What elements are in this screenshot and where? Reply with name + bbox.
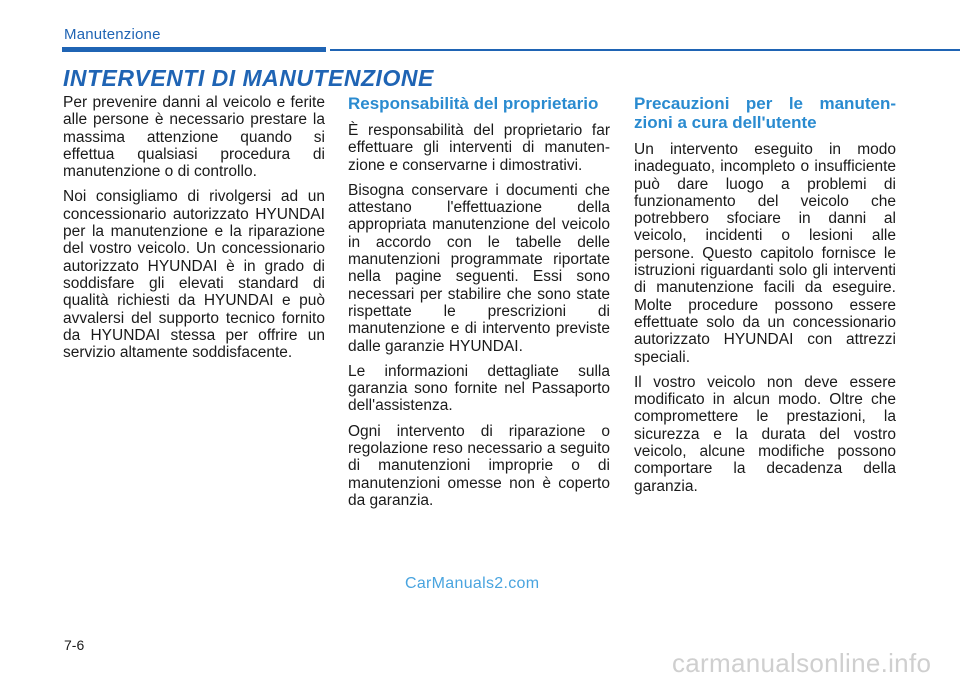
header-rule-thick (62, 47, 326, 52)
paragraph: Le informazioni dettagliate sulla garanzia sono fornite nel Passaporto dell'assistenza. (348, 362, 610, 415)
chapter-title: INTERVENTI DI MANUTENZIONE (63, 65, 434, 91)
paragraph: Bisogna conservare i documenti che attestano l'effettuazione della appropriata manutenzione del veicolo in accordo con le tabelle delle manutenzioni programmate riportate nella pagine seguenti. Essi sono necessari per stabilire che sono state rispettate le prescrizioni di manutenzione e di intervento previste dalle garanzie HYUNDAI. (348, 181, 610, 355)
column-intro (63, 94, 325, 369)
paragraph: Ogni intervento di riparazione o regolazione reso necessario a seguito di manutenzioni improprie o di manutenzioni omesse non è coperto da garanzia. (348, 422, 610, 509)
paragraph: Un intervento eseguito in modo inadeguato, incompleto o insufficiente può dare luogo a problemi di funzionamento del veicolo che potrebbero sfociare in danni al veicolo, incidenti o lesioni alle persone. Questo capitolo fornisce le istruzioni riguardanti solo gli interventi di manutenzione facili da eseguire. Molte procedure possono essere effettuate solo da un concessionario autorizzato HYUNDAI con attrezzi speciali. (634, 141, 896, 366)
header-rule-thin (330, 49, 960, 51)
footer-site-watermark: carmanualsonline.info (672, 648, 932, 678)
section-heading: Responsabilità del proprietario (348, 94, 599, 113)
column-owner-responsibility (348, 94, 610, 517)
paragraph: È responsabilità del proprietario far effettuare gli interventi di manuten-zione e conservarne i dimostrativi. (348, 122, 610, 174)
section-label: Manutenzione (64, 26, 161, 43)
paragraph: Noi consigliamo di rivolgersi ad un concessionario autorizzato HYUNDAI per la manutenzione e la riparazione del vostro veicolo. Un concessionario autorizzato HYUNDAI è in grado di soddisfare gli elevati standard di qualità richiesti da HYUNDAI e può avvalersi del supporto tecnico fornito da HYUNDAI stessa per offrire un servizio altamente soddisfacente. (63, 188, 325, 362)
section-heading: Precauzioni per le manuten-zioni a cura dell'utente (634, 94, 896, 132)
paragraph: Per prevenire danni al veicolo e ferite alle persone è necessario prestare la massima attenzione quando si effettua qualsiasi procedura di manutenzione o di controllo. (63, 94, 325, 181)
page-number: 7-6 (64, 637, 85, 653)
watermark-link[interactable]: CarManuals2.com (405, 575, 540, 592)
paragraph: Il vostro veicolo non deve essere modificato in alcun modo. Oltre che compromettere le prestazioni, la sicurezza e la durata del vostro veicolo, alcune modifiche possono comportare la decadenza della garanzia. (634, 373, 896, 495)
column-user-precautions (634, 94, 896, 503)
